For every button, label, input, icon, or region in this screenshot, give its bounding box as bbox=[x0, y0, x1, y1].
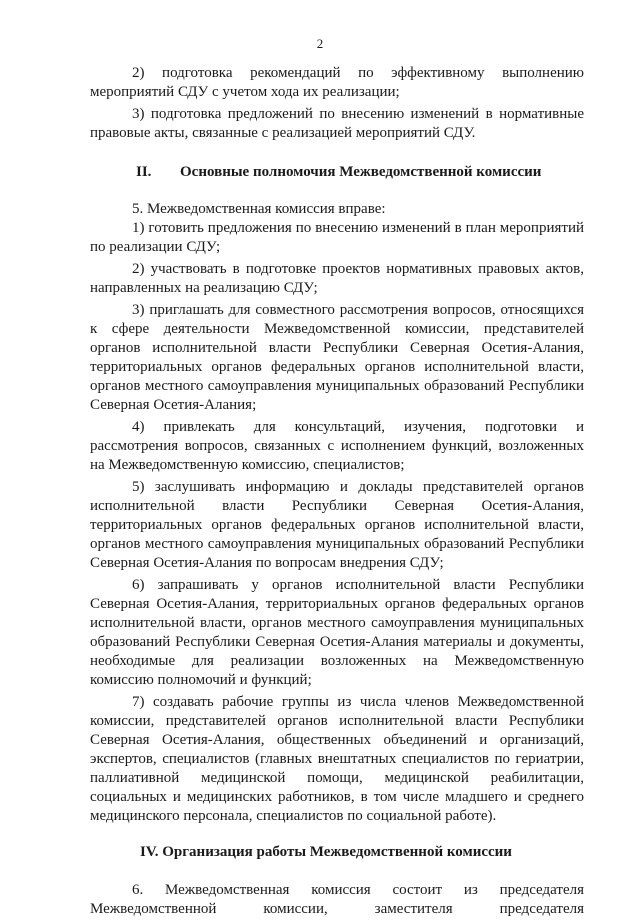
paragraph-item-2: 2) подготовка рекомендаций по эффективному выполнению мероприятий СДУ с учетом хода их реализации; bbox=[90, 65, 584, 100]
list-item-4: 4) привлекать для консультаций, изучения, подготовки и рассмотрения вопросов, связанных с исполнением функций, возложенных на Межведомственную комиссию, специалистов; bbox=[90, 419, 584, 473]
list-item-3: 3) приглашать для совместного рассмотрения вопросов, относящихся к сфере деятельности Межведомственной комиссии, представителей органов исполнительной власти Республики Северная Осетия-Алания, территориальных органов федеральных органов исполнительной власти, органов местного самоуправления муниципальных образований Республики Северная Осетия-Алания; bbox=[90, 302, 584, 413]
list-item-6: 6) запрашивать у органов исполнительной власти Республики Северная Осетия-Алания, территориальных органов федеральных органов исполнительной власти, органов местного самоуправления муниципальных образований Республики Северная Осетия-Алания материалы и документы, необходимые для реализации возложенных на Межведомственную комиссию полномочий и функций; bbox=[90, 577, 584, 688]
section-title: Основные полномочия Межведомственной комиссии bbox=[180, 164, 542, 180]
document-body bbox=[90, 64, 584, 922]
list-item-7: 7) создавать рабочие группы из числа членов Межведомственной комиссии, представителей органов исполнительной власти Республики Северная Осетия-Алания, общественных объединений и организаций, экспертов, специалистов (главных внештатных специалистов по гериатрии, паллиативной медицинской помощи, медицинской реабилитации, социальных и медицинских работников, в том числе младшего и среднего медицинского персонала, специалистов по социальной работе). bbox=[90, 694, 584, 824]
paragraph-5-intro: 5. Межведомственная комиссия вправе: bbox=[132, 201, 386, 217]
section-heading-2 bbox=[136, 163, 584, 182]
page-number: 2 bbox=[316, 36, 324, 51]
paragraph-item-3: 3) подготовка предложений по внесению изменений в нормативные правовые акты, связанные с реализацией мероприятий СДУ. bbox=[90, 106, 584, 141]
list-item-5: 5) заслушивать информацию и доклады представителей органов исполнительной власти Республики Северная Осетия-Алания, территориальных органов федеральных органов исполнительной власти, органов местного самоуправления муниципальных образований Республики Северная Осетия-Алания по вопросам внедрения СДУ; bbox=[90, 479, 584, 571]
list-item-2: 2) участвовать в подготовке проектов нормативных правовых актов, направленных на реализацию СДУ; bbox=[90, 261, 584, 296]
section-number: II. bbox=[136, 164, 152, 180]
section-heading-4: IV. Организация работы Межведомственной комиссии bbox=[140, 844, 512, 860]
list-item-1: 1) готовить предложения по внесению изменений в план мероприятий по реализации СДУ; bbox=[90, 220, 584, 255]
paragraph-6: 6. Межведомственная комиссия состоит из председателя Межведомственной комиссии, заместителя председателя bbox=[90, 882, 584, 917]
